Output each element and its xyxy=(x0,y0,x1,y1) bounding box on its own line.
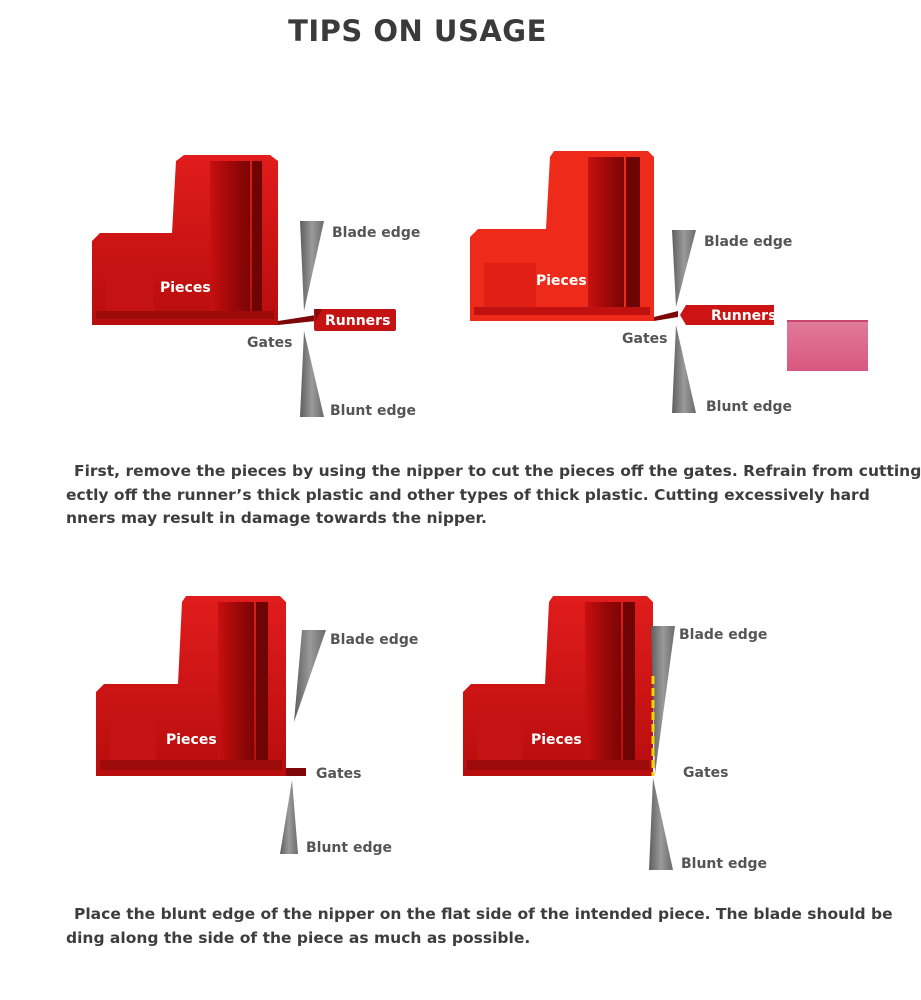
pieces-label: Pieces xyxy=(166,732,217,748)
gate xyxy=(654,311,678,321)
blunt-edge-shape xyxy=(280,780,298,854)
plastic-piece xyxy=(463,596,653,776)
caption-first-line-3: nners may result in damage towards the nipper. xyxy=(66,509,487,527)
gate xyxy=(286,768,306,776)
blunt-edge-shape xyxy=(300,331,324,417)
gates-label: Gates xyxy=(247,335,293,351)
blade-edge-shape xyxy=(294,630,326,722)
gates-label: Gates xyxy=(622,331,668,347)
page-title: TIPS ON USAGE xyxy=(288,14,547,48)
blunt-edge-shape xyxy=(649,778,673,870)
blade-edge-label: Blade edge xyxy=(330,632,419,648)
gate xyxy=(278,315,316,325)
diagram-runner-cut-after xyxy=(470,145,800,425)
pieces-label: Pieces xyxy=(536,273,587,289)
diagram-runner-cut-before xyxy=(92,145,422,425)
blunt-edge-label: Blunt edge xyxy=(681,856,768,872)
plastic-piece xyxy=(96,596,286,776)
runners-label: Runners xyxy=(711,308,777,324)
blunt-edge-shape xyxy=(672,325,696,413)
diagram-gate-cut-after xyxy=(463,592,793,882)
pieces-label: Pieces xyxy=(160,280,211,296)
caption-first xyxy=(0,460,921,531)
blade-edge-shape xyxy=(300,221,324,311)
blade-edge-label: Blade edge xyxy=(679,627,768,643)
pieces-label: Pieces xyxy=(531,732,582,748)
blunt-edge-label: Blunt edge xyxy=(306,840,393,856)
blade-edge-shape xyxy=(651,626,675,774)
caption-second-line-1: Place the blunt edge of the nipper on the flat side of the intended piece. The blade should be xyxy=(74,905,893,923)
plastic-piece xyxy=(470,151,654,321)
diagram-gate-cut-before xyxy=(96,592,426,872)
runners-label: Runners xyxy=(325,313,391,329)
blade-edge-label: Blade edge xyxy=(332,225,421,241)
blunt-edge-label: Blunt edge xyxy=(706,399,793,415)
gates-label: Gates xyxy=(316,766,362,782)
blade-edge-shape xyxy=(672,230,696,307)
gates-label: Gates xyxy=(683,765,729,781)
caption-second-line-2: ding along the side of the piece as much as possible. xyxy=(66,928,531,947)
caption-first-line-2: ectly off the runner’s thick plastic and other types of thick plastic. Cutting excessively hard xyxy=(66,485,870,504)
pink-swatch xyxy=(787,320,868,371)
caption-first-line-1: First, remove the pieces by using the nipper to cut the pieces off the gates. Refrain from cutting xyxy=(74,462,921,480)
blunt-edge-label: Blunt edge xyxy=(330,403,417,419)
plastic-piece xyxy=(92,155,278,325)
blade-edge-label: Blade edge xyxy=(704,234,793,250)
caption-second xyxy=(0,903,893,950)
